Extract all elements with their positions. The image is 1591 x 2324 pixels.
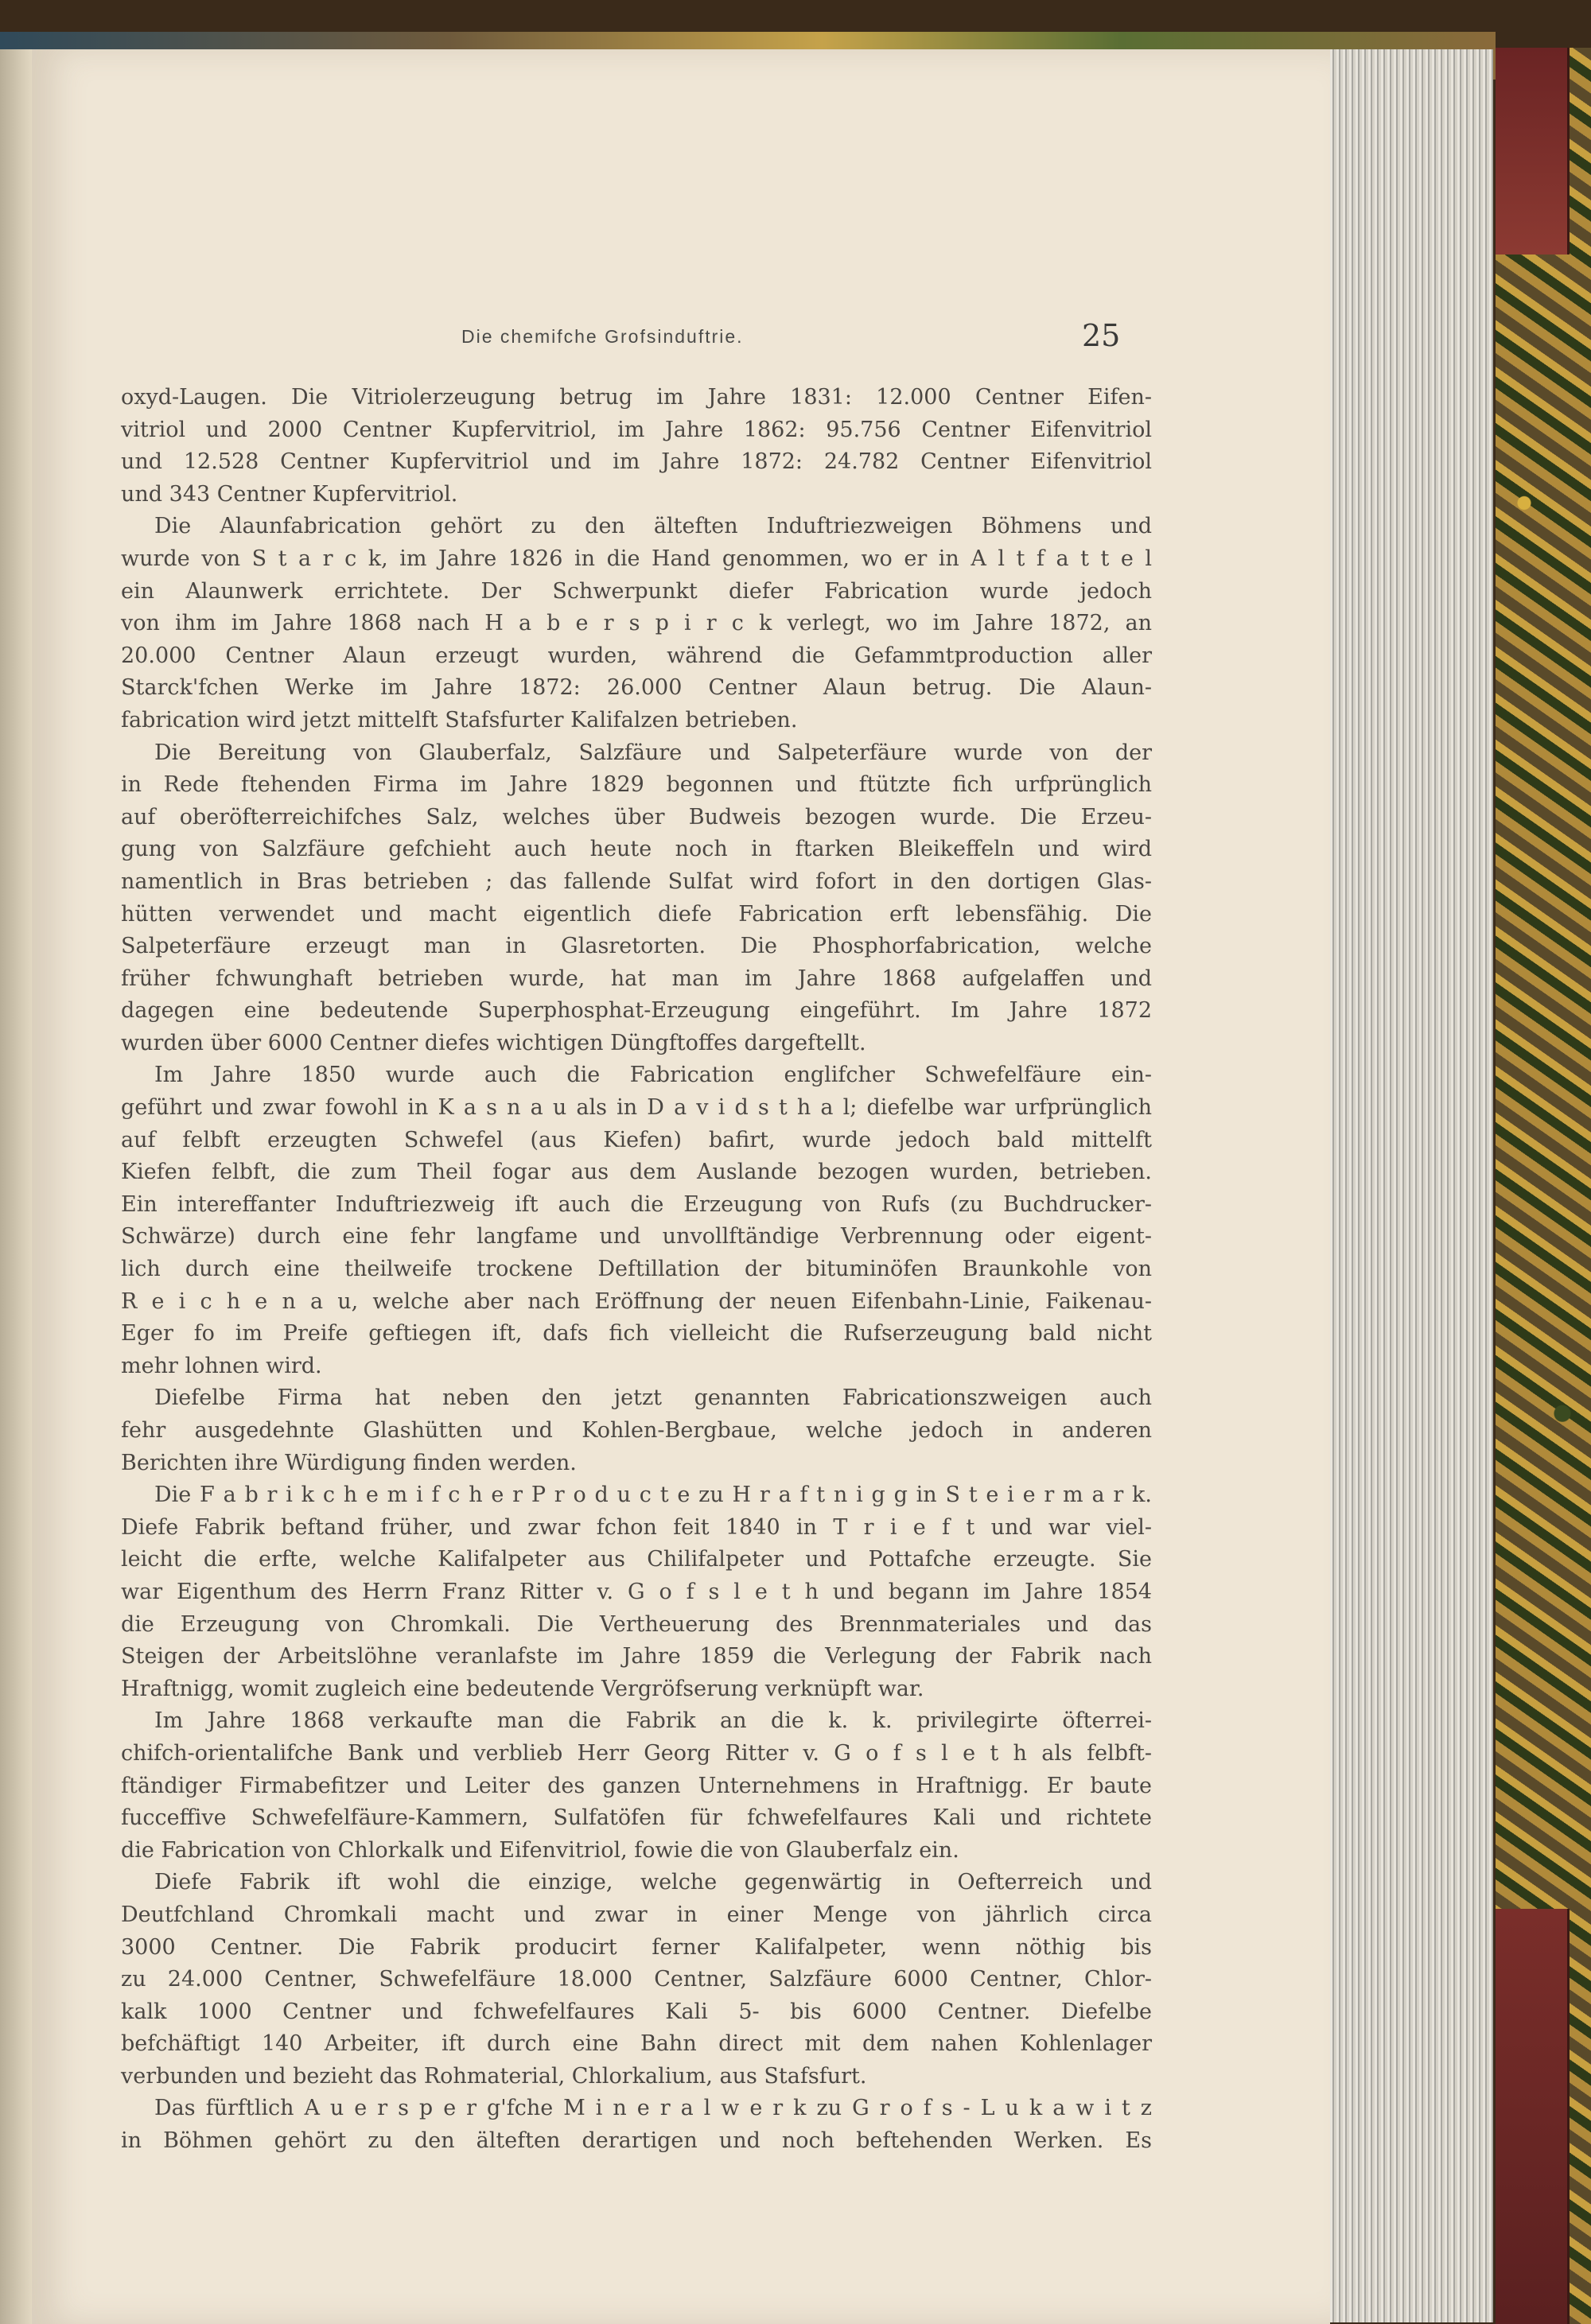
text-line: Steigen der Arbeitslöhne veranlafste im Jahre 1859 die Verlegung der Fabrik nach: [121, 1644, 1152, 1669]
text-line: Diefelbe Firma hat neben den jetzt genannten Fabricationszweigen auch: [154, 1385, 1152, 1411]
text-line: wurden über 6000 Centner diefes wichtigen Düngftoffes dargeftellt.: [121, 1030, 866, 1055]
previous-page-edge: [0, 49, 33, 2324]
text-line: 20.000 Centner Alaun erzeugt wurden, während die Gefammtproduction aller: [121, 643, 1152, 668]
text-line: gung von Salzfäure gefchieht auch heute noch in ftarken Bleikeffeln und wird: [121, 837, 1152, 862]
text-line: Schwärze) durch eine fehr langfame und unvollftändige Verbrennung oder eigent-: [121, 1224, 1152, 1249]
text-line: befchäftigt 140 Arbeiter, ift durch eine Bahn direct mit dem nahen Kohlenlager: [121, 2031, 1152, 2057]
page-header: [32, 278, 1330, 353]
text-line: Das fürftlich A u e r s p e r g'fche M i n e r a l w e r k zu G r o f s - L u k a w i t z: [154, 2096, 1152, 2121]
text-line: Salpeterfäure erzeugt man in Glasretorten. Die Phosphorfabrication, welche: [121, 934, 1152, 959]
text-line: und 12.528 Centner Kupfervitriol und im Jahre 1872: 24.782 Centner Eifenvitriol: [121, 449, 1152, 475]
text-line: R e i c h e n a u, welche aber nach Eröffnung der neuen Eifenbahn-Linie, Faikenau-: [121, 1288, 1152, 1314]
page-number: 25: [1082, 318, 1121, 353]
text-line: geführt und zwar fowohl in K a s n a u als in D a v i d s t h a l; diefelbe war urfprünglich: [121, 1095, 1152, 1121]
text-line: fucceffive Schwefelfäure-Kammern, Sulfatöfen für fchwefelfaures Kali und richtete: [121, 1805, 1152, 1831]
text-line: zu 24.000 Centner, Schwefelfäure 18.000 Centner, Salzfäure 6000 Centner, Chlor-: [121, 1967, 1152, 1992]
text-line: vitriol und 2000 Centner Kupfervitriol, im Jahre 1862: 95.756 Centner Eifenvitriol: [121, 417, 1152, 442]
text-line: chifch-orientalifche Bank und verblieb Herr Georg Ritter v. G o f s l e t h als felbft-: [121, 1740, 1152, 1766]
text-line: Diefe Fabrik beftand früher, und zwar fchon feit 1840 in T r i e f t und war viel-: [121, 1514, 1152, 1540]
text-line: ein Alaunwerk errichtete. Der Schwerpunkt diefer Fabrication wurde jedoch: [121, 578, 1152, 604]
text-line: leicht die erfte, welche Kalifalpeter aus Chilifalpeter und Pottafche erzeugte. Sie: [121, 1547, 1152, 1572]
text-line: hütten verwendet und macht eigentlich diefe Fabrication erft lebensfähig. Die: [121, 901, 1152, 927]
text-line: in Rede ftehenden Firma im Jahre 1829 begonnen und ftützte fich urfprünglich: [121, 772, 1152, 798]
text-line: früher fchwunghaft betrieben wurde, hat man im Jahre 1868 aufgelaffen und: [121, 966, 1152, 991]
text-line: verbunden und bezieht das Rohmaterial, Chlorkalium, aus Stafsfurt.: [121, 2063, 867, 2089]
text-line: ftändiger Firmabefitzer und Leiter des ganzen Unternehmens in Hraftnigg. Er baute: [121, 1773, 1152, 1798]
text-line: Hraftnigg, womit zugleich eine bedeutende Vergröfserung verknüpft war.: [121, 1676, 924, 1701]
text-line: kalk 1000 Centner und fchwefelfaures Kali 5- bis 6000 Centner. Diefelbe: [121, 1999, 1152, 2024]
text-line: in Böhmen gehört zu den älteften derartigen und noch beftehenden Werken. Es: [121, 2128, 1152, 2154]
text-line: und 343 Centner Kupfervitriol.: [121, 481, 458, 507]
text-line: Berichten ihre Würdigung finden werden.: [121, 1450, 577, 1475]
text-line: auf oberöfterreichifches Salz, welches über Budweis bezogen wurde. Die Erzeu-: [121, 804, 1152, 830]
leather-corner-bottom: [1496, 1909, 1570, 2324]
text-line: dagegen eine bedeutende Superphosphat-Erzeugung eingeführt. Im Jahre 1872: [121, 998, 1152, 1024]
text-line: von ihm im Jahre 1868 nach H a b e r s p i r c k verlegt, wo im Jahre 1872, an: [121, 611, 1152, 636]
text-line: mehr lohnen wird.: [121, 1353, 322, 1378]
text-line: namentlich in Bras betrieben ; das fallende Sulfat wird fofort in den dortigen Glas-: [121, 869, 1152, 894]
text-line: 3000 Centner. Die Fabrik producirt ferner Kalifalpeter, wenn nöthig bis: [121, 1934, 1152, 1960]
text-line: Die Bereitung von Glauberfalz, Salzfäure und Salpeterfäure wurde von der: [154, 740, 1152, 765]
text-line: Starck'fchen Werke im Jahre 1872: 26.000 Centner Alaun betrug. Die Alaun-: [121, 675, 1152, 701]
running-title: Die chemifche Grofsinduftrie.: [461, 326, 744, 347]
text-line: fabrication wird jetzt mittelft Stafsfurter Kalifalzen betrieben.: [121, 707, 798, 733]
text-line: Diefe Fabrik ift wohl die einzige, welche gegenwärtig in Oefterreich und: [154, 1870, 1152, 1895]
text-line: Im Jahre 1850 wurde auch die Fabrication englifcher Schwefelfäure ein-: [154, 1063, 1152, 1088]
page-stack-edges: [1328, 49, 1493, 2322]
text-line: oxyd-Laugen. Die Vitriolerzeugung betrug im Jahre 1831: 12.000 Centner Eifen-: [121, 385, 1152, 410]
text-line: Die F a b r i k c h e m i f c h e r P r o d u c t e zu H r a f t n i g g in S t e i e r m a r k.: [154, 1483, 1152, 1508]
body-text: [121, 382, 1152, 2158]
text-line: Ein intereffanter Induftriezweig ift auch die Erzeugung von Rufs (zu Buchdrucker-: [121, 1191, 1152, 1217]
text-line: Deutfchland Chromkali macht und zwar in einer Menge von jährlich circa: [121, 1902, 1152, 1927]
text-line: wurde von S t a r c k, im Jahre 1826 in die Hand genommen, wo er in A l t f a t t e l: [121, 546, 1152, 571]
text-line: lich durch eine theilweife trockene Deftillation der bituminöfen Braunkohle von: [121, 1257, 1152, 1282]
text-line: fehr ausgedehnte Glashütten und Kohlen-Bergbaue, welche jedoch in anderen: [121, 1418, 1152, 1443]
text-line: auf felbft erzeugten Schwefel (aus Kiefen) bafirt, wurde jedoch bald mittelft: [121, 1127, 1152, 1152]
book-page: [32, 49, 1330, 2324]
text-line: die Erzeugung von Chromkali. Die Vertheuerung des Brennmateriales und das: [121, 1611, 1152, 1637]
text-line: die Fabrication von Chlorkalk und Eifenvitriol, fowie die von Glauberfalz ein.: [121, 1837, 959, 1863]
text-line: war Eigenthum des Herrn Franz Ritter v. G o f s l e t h und begann im Jahre 1854: [121, 1579, 1152, 1604]
leather-corner-top: [1496, 48, 1570, 255]
text-line: Die Alaunfabrication gehört zu den älteften Induftriezweigen Böhmens und: [154, 514, 1152, 539]
text-line: Eger fo im Preife geftiegen ift, dafs fich vielleicht die Rufserzeugung bald nicht: [121, 1321, 1152, 1347]
text-line: Kiefen felbft, die zum Theil fogar aus dem Auslande bezogen wurden, betrieben.: [121, 1160, 1152, 1185]
text-line: Im Jahre 1868 verkaufte man die Fabrik an die k. k. privilegirte öfterrei-: [154, 1708, 1152, 1734]
